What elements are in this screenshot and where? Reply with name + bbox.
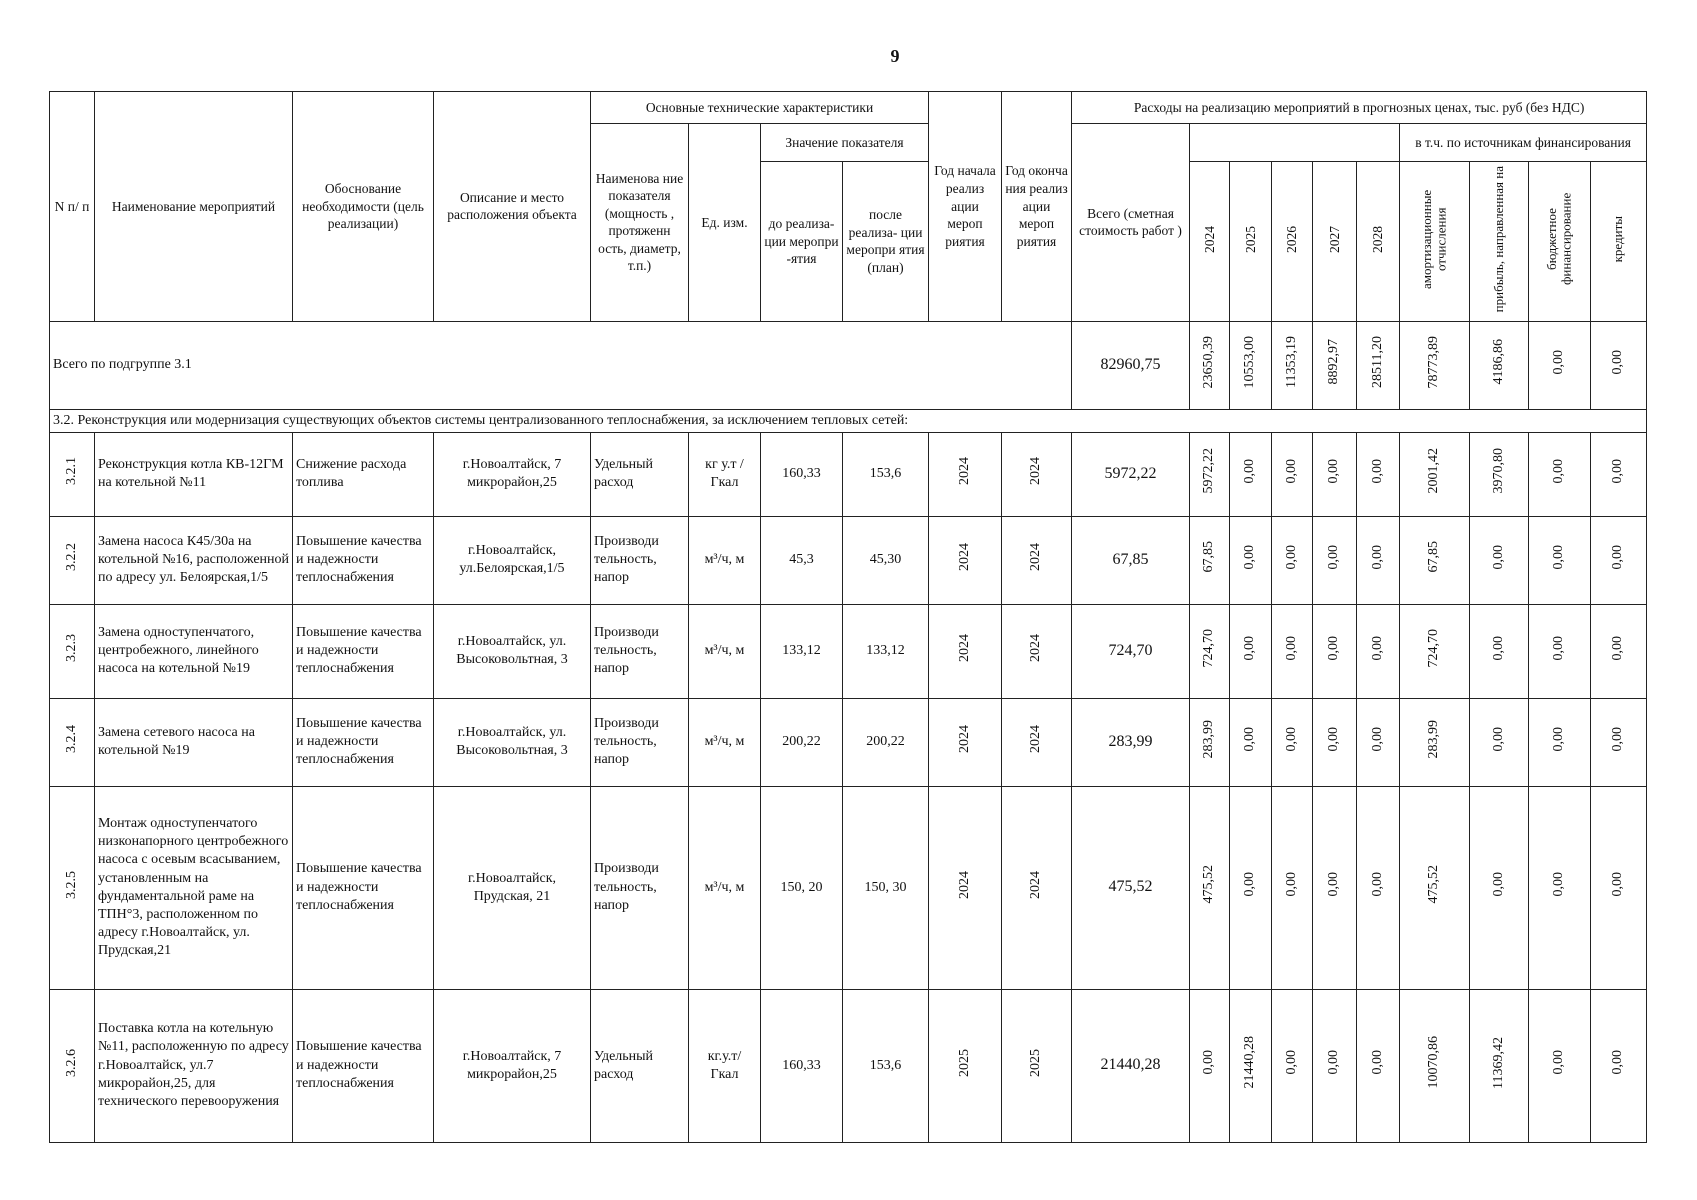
header-name: Наименование мероприятий [95,92,293,322]
row-year-end: 2024 [1002,604,1072,698]
row-indicator: Производи тельность, напор [591,604,689,698]
row-year-cost: 0,00 [1230,516,1272,604]
row-justification: Повышение качества и надежности теплоснабжения [293,604,434,698]
section-title: 3.2. Реконструкция или модернизация существующих объектов системы централизованного теплоснабжения, за исключением тепловых сетей: [50,409,1647,432]
row-description: г.Новоалтайск, ул.Белоярская,1/5 [434,516,591,604]
header-year-end: Год оконча ния реализ ации мероп риятия [1002,92,1072,322]
row-total: 283,99 [1072,698,1190,786]
row-source-cost: 3970,80 [1470,432,1529,516]
row-justification: Снижение расхода топлива [293,432,434,516]
subtotal-source: 0,00 [1591,321,1647,409]
row-source-cost: 0,00 [1591,432,1647,516]
row-year-cost: 0,00 [1272,516,1313,604]
table-row [50,786,1647,989]
row-source-cost: 2001,42 [1400,432,1470,516]
row-year-end: 2024 [1002,698,1072,786]
row-unit: кг у.т /Гкал [689,432,761,516]
row-description: г.Новоалтайск, ул. Высоковольтная, 3 [434,698,591,786]
row-source-cost: 0,00 [1591,516,1647,604]
subtotal-year: 11353,19 [1272,321,1313,409]
header-years-spacer [1190,124,1400,162]
row-justification: Повышение качества и надежности теплоснабжения [293,989,434,1142]
row-indicator: Производи тельность, напор [591,786,689,989]
row-total: 724,70 [1072,604,1190,698]
row-source-cost: 0,00 [1470,604,1529,698]
row-source-cost: 0,00 [1591,698,1647,786]
row-after: 45,30 [843,516,929,604]
row-source-cost: 0,00 [1529,698,1591,786]
row-after: 153,6 [843,989,929,1142]
row-year-end: 2024 [1002,786,1072,989]
row-year-cost: 475,52 [1190,786,1230,989]
table-row [50,432,1647,516]
row-year-cost: 0,00 [1230,786,1272,989]
row-num: 3.2.6 [50,989,95,1142]
row-source-cost: 0,00 [1529,432,1591,516]
row-year-cost: 0,00 [1230,432,1272,516]
table-row [50,698,1647,786]
row-unit: кг.у.т/ Гкал [689,989,761,1142]
row-name: Замена сетевого насоса на котельной №19 [95,698,293,786]
row-year-cost: 0,00 [1313,604,1357,698]
row-description: г.Новоалтайск, ул. Высоковольтная, 3 [434,604,591,698]
row-year-cost: 0,00 [1357,516,1400,604]
row-year-cost: 724,70 [1190,604,1230,698]
row-year-cost: 0,00 [1272,604,1313,698]
row-after: 200,22 [843,698,929,786]
row-source-cost: 283,99 [1400,698,1470,786]
row-unit: м³/ч, м [689,604,761,698]
row-year-end: 2025 [1002,989,1072,1142]
header-year: 2027 [1313,162,1357,322]
row-year-start: 2024 [929,786,1002,989]
table-row [50,604,1647,698]
row-num: 3.2.2 [50,516,95,604]
header-year: 2028 [1357,162,1400,322]
row-year-start: 2024 [929,516,1002,604]
row-indicator: Удельный расход [591,989,689,1142]
row-indicator: Производи тельность, напор [591,516,689,604]
table-row [50,989,1647,1142]
header-justification: Обоснование необходимости (цель реализации) [293,92,434,322]
subtotal-year: 28511,20 [1357,321,1400,409]
row-source-cost: 0,00 [1470,786,1529,989]
row-year-end: 2024 [1002,432,1072,516]
header-year: 2024 [1190,162,1230,322]
row-justification: Повышение качества и надежности теплоснабжения [293,786,434,989]
row-source-cost: 0,00 [1591,786,1647,989]
row-year-cost: 0,00 [1272,989,1313,1142]
header-before: до реализа- ции меропри -ятия [761,162,843,322]
row-year-cost: 67,85 [1190,516,1230,604]
row-source-cost: 0,00 [1470,516,1529,604]
row-indicator: Удельный расход [591,432,689,516]
row-name: Замена одноступенчатого, центробежного, линейного насоса на котельной №19 [95,604,293,698]
row-source-cost: 0,00 [1529,604,1591,698]
row-year-cost: 5972,22 [1190,432,1230,516]
row-after: 153,6 [843,432,929,516]
row-year-cost: 0,00 [1357,432,1400,516]
subtotal-total: 82960,75 [1072,321,1190,409]
row-source-cost: 475,52 [1400,786,1470,989]
row-before: 150, 20 [761,786,843,989]
header-year: 2025 [1230,162,1272,322]
header-sources-group: в т.ч. по источникам финансирования [1400,124,1647,162]
row-description: г.Новоалтайск, Прудская, 21 [434,786,591,989]
row-year-end: 2024 [1002,516,1072,604]
header-costs-group: Расходы на реализацию мероприятий в прогнозных ценах, тыс. руб (без НДС) [1072,92,1647,124]
row-before: 45,3 [761,516,843,604]
row-year-cost: 0,00 [1357,604,1400,698]
row-after: 133,12 [843,604,929,698]
header-source: бюджетное финансирование [1529,162,1591,322]
row-num: 3.2.4 [50,698,95,786]
row-before: 133,12 [761,604,843,698]
row-source-cost: 0,00 [1529,786,1591,989]
row-num: 3.2.1 [50,432,95,516]
row-description: г.Новоалтайск, 7 микрорайон,25 [434,989,591,1142]
row-name: Реконструкция котла КВ-12ГМ на котельной №11 [95,432,293,516]
row-source-cost: 67,85 [1400,516,1470,604]
table-row [50,516,1647,604]
row-year-start: 2024 [929,698,1002,786]
row-before: 160,33 [761,432,843,516]
header-description: Описание и место расположения объекта [434,92,591,322]
row-year-start: 2024 [929,604,1002,698]
row-name: Монтаж одноступенчатого низконапорного центробежного насоса с осевым всасыванием, установленным на фундаментальной раме на ТПН°3, расположенном по адресу г.Новоалтайск, ул. Прудская,21 [95,786,293,989]
row-year-cost: 0,00 [1313,989,1357,1142]
row-year-cost: 0,00 [1357,989,1400,1142]
subtotal-source: 4186,86 [1470,321,1529,409]
row-justification: Повышение качества и надежности теплоснабжения [293,516,434,604]
row-before: 200,22 [761,698,843,786]
row-justification: Повышение качества и надежности теплоснабжения [293,698,434,786]
row-source-cost: 11369,42 [1470,989,1529,1142]
row-description: г.Новоалтайск, 7 микрорайон,25 [434,432,591,516]
header-tech-group: Основные технические характеристики [591,92,929,124]
subtotal-label: Всего по подгруппе 3.1 [50,321,1072,409]
header-total: Всего (сметная стоимость работ ) [1072,124,1190,322]
row-source-cost: 10070,86 [1400,989,1470,1142]
row-name: Поставка котла на котельную №11, расположенную по адресу г.Новоалтайск, ул.7 микрорайон,25, для технического перевооружения [95,989,293,1142]
header-source: амортизационные отчисления [1400,162,1470,322]
row-unit: м³/ч, м [689,698,761,786]
row-unit: м³/ч, м [689,516,761,604]
header-num: N п/ п [50,92,95,322]
subtotal-year: 8892,97 [1313,321,1357,409]
row-after: 150, 30 [843,786,929,989]
row-num: 3.2.5 [50,786,95,989]
row-name: Замена насоса К45/30а на котельной №16, расположенной по адресу ул. Белоярская,1/5 [95,516,293,604]
row-before: 160,33 [761,989,843,1142]
row-source-cost: 0,00 [1529,989,1591,1142]
row-year-cost: 0,00 [1313,516,1357,604]
header-indicator-value: Значение показателя [761,124,929,162]
header-unit: Ед. изм. [689,124,761,322]
row-total: 5972,22 [1072,432,1190,516]
investment-table [49,91,1647,1143]
row-year-cost: 0,00 [1272,432,1313,516]
row-indicator: Производи тельность, напор [591,698,689,786]
row-year-cost: 0,00 [1357,698,1400,786]
header-year: 2026 [1272,162,1313,322]
row-year-cost: 0,00 [1313,698,1357,786]
row-source-cost: 724,70 [1400,604,1470,698]
page-number: 9 [890,46,900,66]
row-year-cost: 0,00 [1313,786,1357,989]
subtotal-year: 10553,00 [1230,321,1272,409]
row-source-cost: 0,00 [1591,989,1647,1142]
row-year-cost: 0,00 [1272,698,1313,786]
row-year-start: 2025 [929,989,1002,1142]
header-after: после реализа- ции меропри ятия (план) [843,162,929,322]
row-year-cost: 0,00 [1190,989,1230,1142]
row-year-cost: 0,00 [1357,786,1400,989]
row-total: 67,85 [1072,516,1190,604]
subtotal-row [50,321,1647,409]
row-total: 21440,28 [1072,989,1190,1142]
row-year-cost: 0,00 [1272,786,1313,989]
row-year-start: 2024 [929,432,1002,516]
header-indicator-name: Наименова ние показателя (мощность , протяженн ость, диаметр, т.п.) [591,124,689,322]
row-source-cost: 0,00 [1470,698,1529,786]
subtotal-source: 78773,89 [1400,321,1470,409]
header-year-start: Год начала реализ ации мероп риятия [929,92,1002,322]
row-year-cost: 283,99 [1190,698,1230,786]
subtotal-source: 0,00 [1529,321,1591,409]
row-total: 475,52 [1072,786,1190,989]
row-source-cost: 0,00 [1529,516,1591,604]
row-year-cost: 21440,28 [1230,989,1272,1142]
row-source-cost: 0,00 [1591,604,1647,698]
header-source: кредиты [1591,162,1647,322]
row-year-cost: 0,00 [1230,698,1272,786]
subtotal-year: 23650,39 [1190,321,1230,409]
row-num: 3.2.3 [50,604,95,698]
row-unit: м³/ч, м [689,786,761,989]
row-year-cost: 0,00 [1230,604,1272,698]
row-year-cost: 0,00 [1313,432,1357,516]
header-source: прибыль, направленная на [1470,162,1529,322]
